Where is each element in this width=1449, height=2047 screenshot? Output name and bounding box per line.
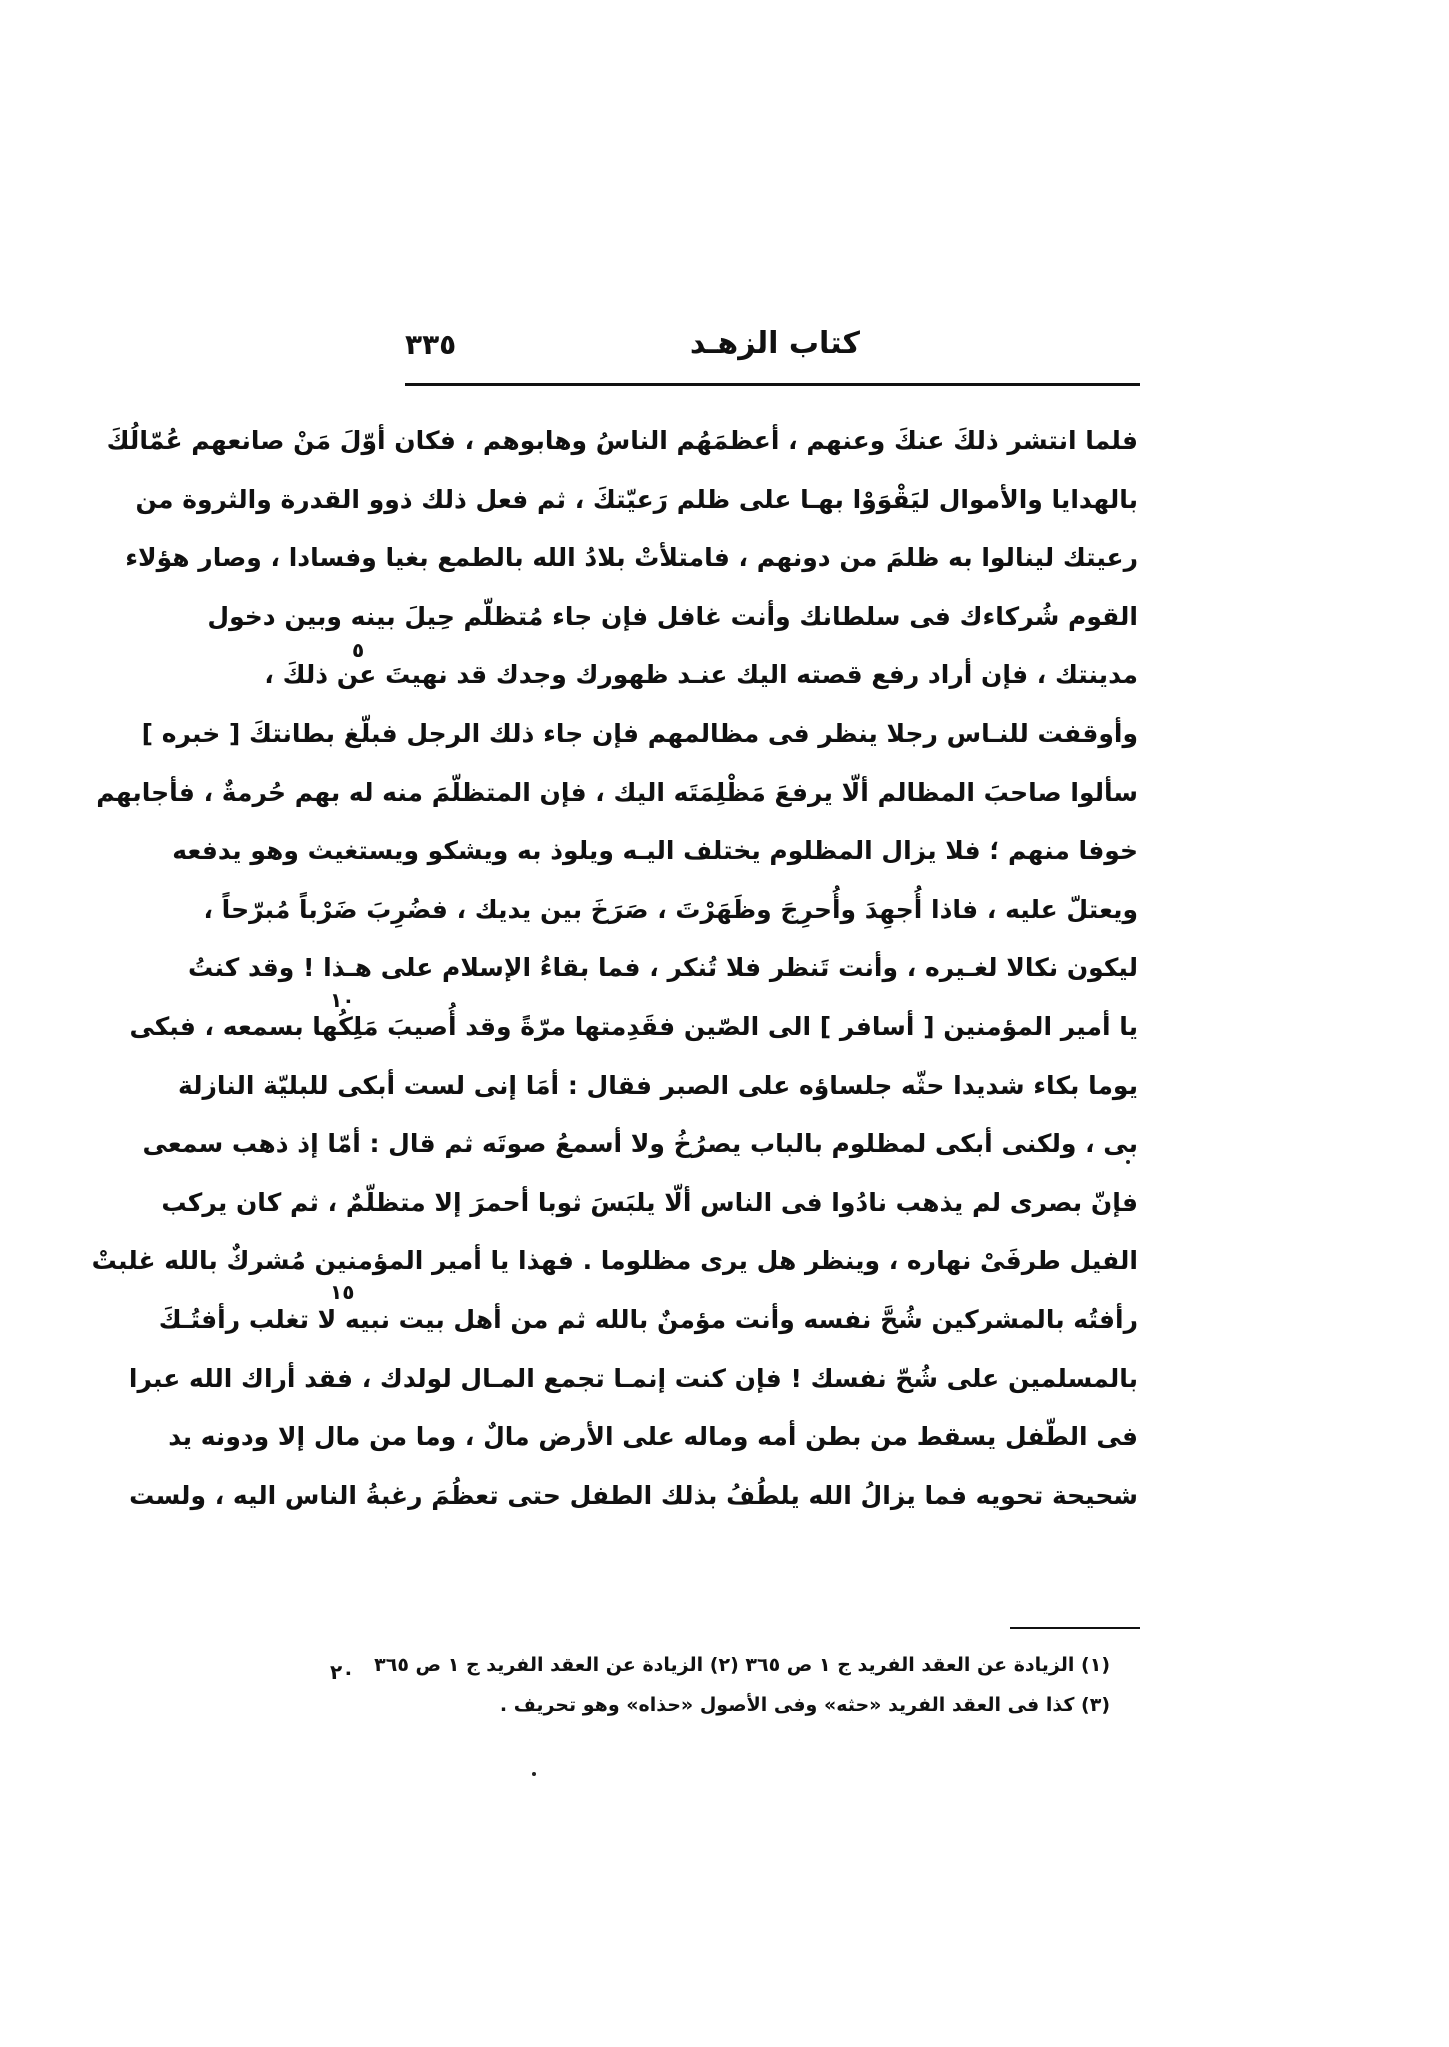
text-line: خوفا منهم ؛ فلا يزال المظلوم يختلف اليـه ويلوذ به ويشكو ويستغيث وهو يدفعه bbox=[172, 836, 1138, 866]
text-line: بالهدايا والأموال ليَقْوَوْا بهـا على ظلم رَعيّتكَ ، ثم فعل ذلك ذوو القدرة والثروة من bbox=[135, 484, 1138, 514]
page-header bbox=[405, 318, 1140, 368]
text-line: شحيحة تحويه فما يزالُ الله يلطُفُ بذلك الطفل حتى تعظُمَ رغبةُ الناس اليه ، ولست bbox=[129, 1480, 1138, 1510]
text-line: رأفتُه بالمشركين شُحَّ نفسه وأنت مؤمنٌ بالله ثم من أهل بيت نبيه لا تغلب رأفتُـكَ bbox=[158, 1304, 1138, 1334]
running-title: كتاب الزهـد bbox=[689, 326, 860, 361]
footnote-line: (٣) كذا فى العقد الفريد «حثه» وفى الأصول «حذاه» وهو تحريف . bbox=[499, 1694, 1110, 1716]
line-number-5: ٥ bbox=[352, 638, 365, 662]
ink-speck bbox=[532, 1772, 536, 1776]
text-line: فإنّ بصرى لم يذهب نادُوا فى الناس ألّا يلبَسَ ثوبا أحمرَ إلا متظلّمٌ ، ثم كان يركب bbox=[161, 1187, 1138, 1217]
text-line: بى ، ولكنى أبكى لمظلوم بالباب يصرُخُ ولا أسمعُ صوتَه ثم قال : أمّا إذ ذهب سمعى bbox=[142, 1129, 1138, 1159]
text-line: بالمسلمين على شُحّ نفسك ! فإن كنت إنمـا تجمع المـال لولدك ، فقد أراك الله عبرا bbox=[128, 1363, 1138, 1393]
footnote-rule bbox=[1010, 1627, 1140, 1629]
text-line: وأوقفت للنـاس رجلا ينظر فى مظالمهم فإن جاء ذلك الرجل فبلّغ بطانتكَ [ خبره ] bbox=[141, 718, 1138, 748]
text-line: ليكون نكالا لغـيره ، وأنت تَنظر فلا تُنكر ، فما بقاءُ الإسلام على هـذا ! وقد كنتُ bbox=[188, 953, 1138, 983]
text-line: يوما بكاء شديدا حثّه جلساؤه على الصبر فقال : أمَا إنى لست أبكى للبليّة النازلة bbox=[177, 1070, 1138, 1100]
ink-speck bbox=[1126, 1160, 1130, 1164]
page-number: ٣٣٥ bbox=[405, 328, 457, 361]
footnote-line: (١) الزيادة عن العقد الفريد ج ١ ص ٣٦٥ (٢) الزيادة عن العقد الفريد ج ١ ص ٣٦٥ bbox=[374, 1654, 1110, 1676]
text-line: يا أمير المؤمنين [ أسافر ] الى الصّين فقَدِمتها مرّةً وقد أُصيبَ مَلِكُها بسمعه ، فبكى bbox=[129, 1011, 1138, 1041]
text-line: رعيتك لينالوا به ظلمَ من دونهم ، فامتلأتْ بلادُ الله بالطمع بغيا وفسادا ، وصار هؤلاء bbox=[125, 543, 1138, 573]
text-line: القوم شُركاءك فى سلطانك وأنت غافل فإن جاء مُتظلّم حِيلَ بينه وبين دخول bbox=[207, 601, 1138, 631]
header-rule bbox=[405, 383, 1140, 386]
line-number-20: ٢٠ bbox=[330, 1660, 355, 1684]
text-line: الفيل طرفَىْ نهاره ، وينظر هل يرى مظلوما . فهذا يا أمير المؤمنين مُشركٌ بالله غلبتْ bbox=[91, 1246, 1138, 1276]
text-line: ويعتلّ عليه ، فاذا أُجهِدَ وأُحرِجَ وظَهَرْتَ ، صَرَخَ بين يديك ، فضُرِبَ ضَرْباً مُبرّحاً ، bbox=[203, 894, 1138, 924]
footnotes bbox=[374, 1645, 1110, 1725]
text-line: فى الطّفل يسقط من بطن أمه وماله على الأرض مالٌ ، وما من مال إلا ودونه يد bbox=[168, 1422, 1138, 1452]
text-line: مدينتك ، فإن أراد رفع قصته اليك عنـد ظهورك وجدك قد نهيتَ عن ذلكَ ، bbox=[264, 660, 1138, 690]
text-line: سألوا صاحبَ المظالم ألّا يرفعَ مَظْلِمَتَه اليك ، فإن المتظلّمَ منه له بهم حُرمةٌ ، فأجابهم bbox=[96, 777, 1138, 807]
text-line: فلما انتشر ذلكَ عنكَ وعنهم ، أعظمَهُم الناسُ وهابوهم ، فكان أوّلَ مَنْ صانعهم عُمّالُكَ bbox=[106, 426, 1138, 455]
line-number-10: ١٠ bbox=[330, 988, 355, 1012]
line-number-15: ١٥ bbox=[330, 1280, 355, 1304]
